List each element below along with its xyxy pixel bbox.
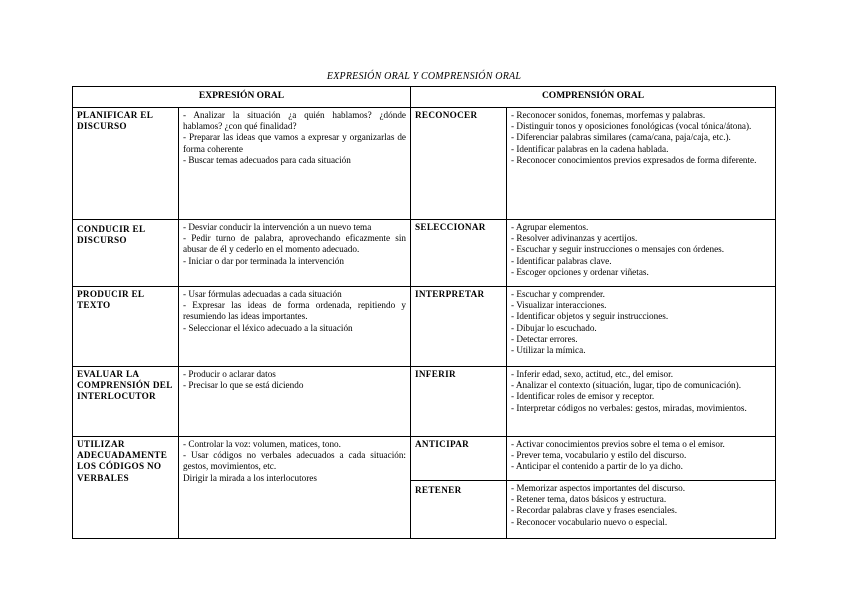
comprension-item: - Utilizar la mímica.: [511, 345, 586, 356]
verb-cell: INFERIR: [411, 367, 507, 437]
comprension-item: - Identificar palabras en la cadena hablada.: [511, 143, 669, 154]
expresion-item: - Controlar la voz: volumen, matices, tono.: [183, 439, 341, 449]
comprension-item: - Activar conocimientos previos sobre el tema o el emisor.: [511, 439, 725, 449]
expresion-cell: [179, 437, 411, 539]
comprension-cell: [507, 481, 776, 539]
expresion-item: - Seleccionar el léxico adecuado a la situación: [183, 322, 353, 333]
expresion-item: - Iniciar o dar por terminada la intervención: [183, 255, 344, 266]
comprension-item: - Interpretar códigos no verbales: gestos, miradas, movimientos.: [511, 402, 747, 413]
category-cell: PRODUCIR EL TEXTO: [73, 287, 179, 367]
comprension-item: - Identificar palabras clave.: [511, 255, 612, 266]
comprension-cell: [507, 367, 776, 437]
expresion-cell: [179, 367, 411, 437]
header-expresion-oral: EXPRESIÓN ORAL: [73, 87, 411, 108]
comprension-item: - Escuchar y comprender.: [511, 289, 605, 299]
verb-cell: RECONOCER: [411, 108, 507, 220]
expresion-item: Dirigir la mirada a los interlocutores: [183, 472, 317, 483]
verb-cell: INTERPRETAR: [411, 287, 507, 367]
category-cell: UTILIZAR ADECUADAMENTE LOS CÓDIGOS NO VERBALES: [73, 437, 179, 539]
category-cell: EVALUAR LA COMPRENSIÓN DEL INTERLOCUTOR: [73, 367, 179, 437]
comprension-item: - Distinguir tonos y oposiciones fonológicas (vocal tónica/átona).: [511, 121, 752, 132]
comprension-item: - Analizar el contexto (situación, lugar, tipo de comunicación).: [511, 380, 742, 391]
table-row: [73, 437, 776, 481]
verb-cell: RETENER: [411, 481, 507, 539]
category-cell: CONDUCIR EL DISCURSO: [73, 220, 179, 287]
expresion-item: - Pedir turno de palabra, aprovechando eficazmente sin abusar de él y cederlo en el momento adecuado.: [183, 233, 406, 255]
comprension-item: - Visualizar interacciones.: [511, 300, 607, 311]
expresion-item: - Precisar lo que se está diciendo: [183, 380, 304, 391]
comprension-item: - Anticipar el contenido a partir de lo ya dicho.: [511, 461, 683, 472]
comprension-item: - Escuchar y seguir instrucciones o mensajes con órdenes.: [511, 244, 725, 255]
comprension-cell: [507, 437, 776, 481]
table-row: [73, 108, 776, 220]
expresion-item: - Producir o aclarar datos: [183, 369, 276, 379]
expresion-item: - Usar fórmulas adecuadas a cada situación: [183, 289, 342, 299]
table-row: [73, 367, 776, 437]
comprension-item: - Identificar roles de emisor y receptor.: [511, 391, 655, 402]
verb-cell: ANTICIPAR: [411, 437, 507, 481]
comprension-item: - Resolver adivinanzas y acertijos.: [511, 233, 638, 244]
expression-comprehension-table: [72, 86, 776, 539]
expresion-cell: [179, 287, 411, 367]
header-comprension-oral: COMPRENSIÓN ORAL: [411, 87, 776, 108]
expresion-cell: [179, 108, 411, 220]
comprension-item: - Inferir edad, sexo, actitud, etc., del emisor.: [511, 369, 673, 379]
expresion-item: - Preparar las ideas que vamos a expresar y organizarlas de forma coherente: [183, 132, 406, 154]
document-title: EXPRESIÓN ORAL Y COMPRENSIÓN ORAL: [326, 71, 522, 82]
comprension-item: - Reconocer conocimientos previos expresados de forma diferente.: [511, 154, 757, 165]
comprension-item: - Memorizar aspectos importantes del discurso.: [511, 483, 686, 493]
expresion-item: - Expresar las ideas de forma ordenada, repitiendo y resumiendo las ideas importantes.: [183, 300, 406, 322]
category-cell: PLANIFICAR EL DISCURSO: [73, 108, 179, 220]
expresion-cell: [179, 220, 411, 287]
expresion-item: - Usar códigos no verbales adecuados a cada situación: gestos, movimientos, etc.: [183, 450, 406, 472]
comprension-item: - Recordar palabras clave y frases esenciales.: [511, 505, 678, 516]
comprension-item: - Diferenciar palabras similares (cama/cana, paja/caja, etc.).: [511, 132, 731, 143]
expresion-item: - Desviar conducir la intervención a un nuevo tema: [183, 222, 372, 232]
comprension-item: - Dibujar lo escuchado.: [511, 322, 597, 333]
comprension-item: - Agrupar elementos.: [511, 222, 589, 232]
table-row: [73, 287, 776, 367]
comprension-item: - Identificar objetos y seguir instrucciones.: [511, 311, 669, 322]
comprension-item: - Escoger opciones y ordenar viñetas.: [511, 266, 649, 277]
verb-cell: SELECCIONAR: [411, 220, 507, 287]
comprension-cell: [507, 287, 776, 367]
comprension-item: - Prever tema, vocabulario y estilo del discurso.: [511, 450, 687, 461]
comprension-cell: [507, 220, 776, 287]
expresion-item: - Analizar la situación ¿a quién hablamos? ¿dónde hablamos? ¿con qué finalidad?: [183, 110, 406, 132]
comprension-item: - Retener tema, datos básicos y estructura.: [511, 494, 667, 505]
comprension-item: - Reconocer sonidos, fonemas, morfemas y palabras.: [511, 110, 706, 120]
comprension-cell: [507, 108, 776, 220]
comprension-item: - Reconocer vocabulario nuevo o especial.: [511, 516, 668, 527]
table-header-row: [73, 87, 776, 108]
expresion-item: - Buscar temas adecuados para cada situación: [183, 154, 351, 165]
comprension-item: - Detectar errores.: [511, 333, 578, 344]
table-row: [73, 220, 776, 287]
